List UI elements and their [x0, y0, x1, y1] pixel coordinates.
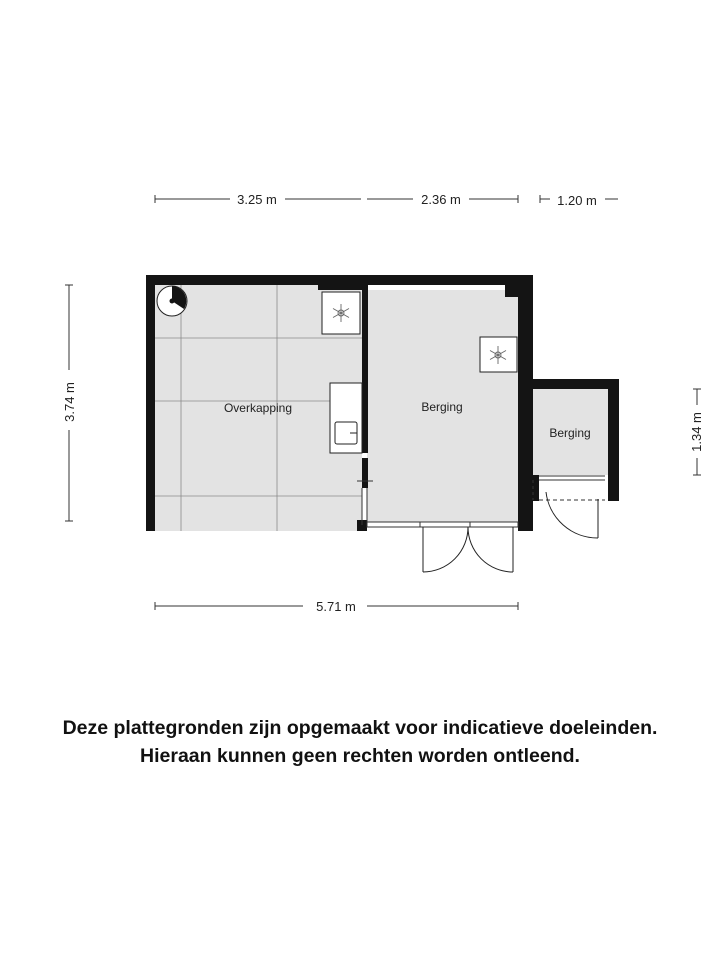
room-label-overkapping: Overkapping: [223, 401, 293, 415]
dimension-top-middle: 2.36 m: [421, 192, 461, 207]
dimension-top-left: 3.25 m: [237, 192, 277, 207]
room-label-berging-main: Berging: [421, 400, 463, 414]
disclaimer-line-1: Deze plattegronden zijn opgemaakt voor indicatieve doeleinden.: [62, 717, 658, 739]
disclaimer: [0, 714, 720, 770]
dimension-top-right: 1.20 m: [557, 193, 597, 208]
room-label-berging-small: Berging: [549, 426, 591, 440]
dimension-bottom: 5.71 m: [316, 599, 356, 614]
disclaimer-line-2: Hieraan kunnen geen rechten worden ontleend.: [140, 745, 580, 767]
dimension-left: 3.74 m: [62, 382, 77, 422]
room-floors: [155, 285, 608, 531]
dimension-right: 1.34 m: [689, 412, 704, 452]
